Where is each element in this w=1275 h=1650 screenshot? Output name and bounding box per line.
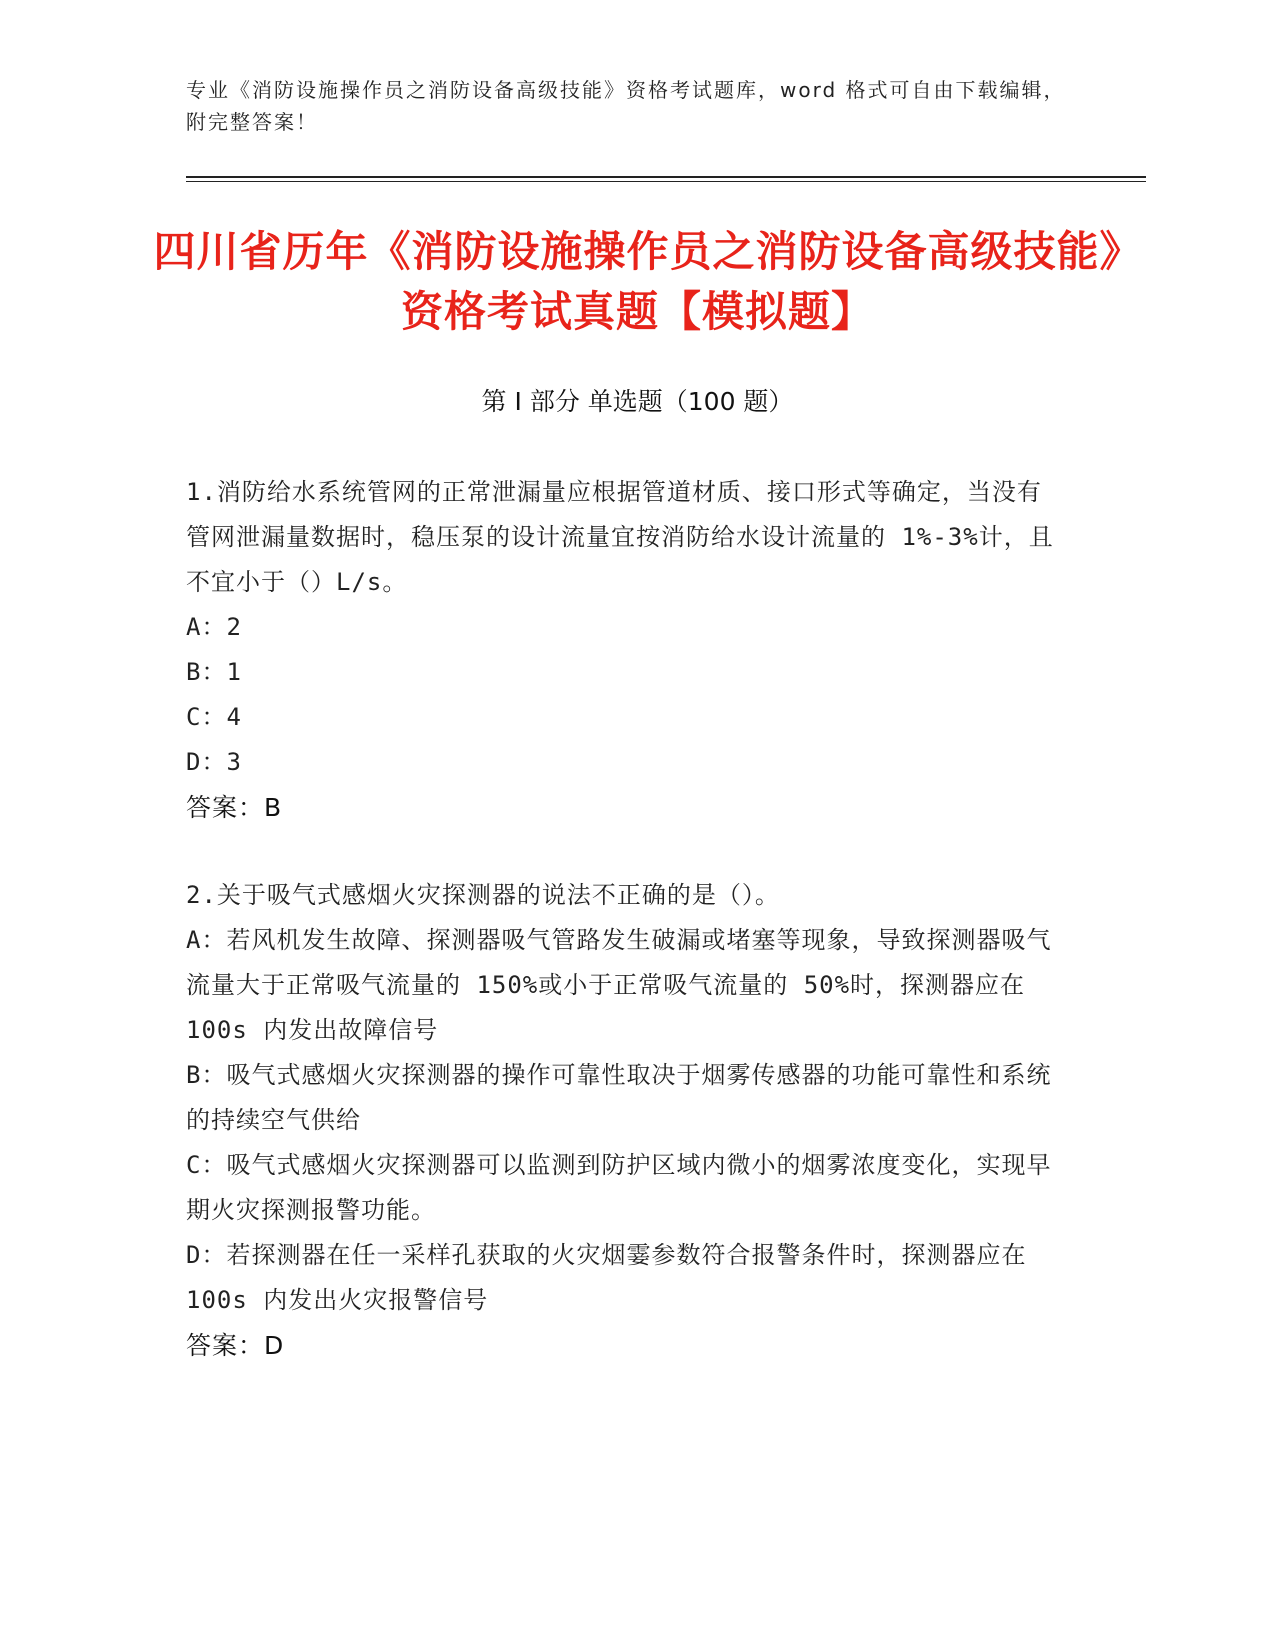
answer: 答案：D bbox=[186, 1331, 285, 1360]
option-a: A：若风机发生故障、探测器吸气管路发生破漏或堵塞等现象，导致探测器吸气流量大于正常吸气流量的 150%或小于正常吸气流量的 50%时，探测器应在 100s 内发出故障信号 bbox=[186, 926, 1052, 1044]
header-divider-thick bbox=[186, 176, 1146, 178]
section-heading: 第 I 部分 单选题（100 题） bbox=[481, 387, 794, 416]
answer: 答案：B bbox=[186, 793, 283, 822]
option-d: D：若探测器在任一采样孔获取的火灾烟霎参数符合报警条件时，探测器应在 100s 内发出火灾报警信号 bbox=[186, 1241, 1027, 1314]
header-divider-thin bbox=[186, 181, 1146, 182]
header-note: 专业《消防设施操作员之消防设备高级技能》资格考试题库，word 格式可自由下载编辑，附完整答案！ bbox=[186, 78, 1066, 134]
option-b: B：吸气式感烟火灾探测器的操作可靠性取决于烟雾传感器的功能可靠性和系统的持续空气供给 bbox=[186, 1061, 1052, 1134]
question-stem: 1.消防给水系统管网的正常泄漏量应根据管道材质、接口形式等确定，当没有管网泄漏量数据时，稳压泵的设计流量宜按消防给水设计流量的 1%-3%计，且不宜小于（）L/s。 bbox=[186, 478, 1054, 596]
question-stem: 2.关于吸气式感烟火灾探测器的说法不正确的是（）。 bbox=[186, 881, 780, 909]
document-title: 四川省历年《消防设施操作员之消防设备高级技能》资格考试真题【模拟题】 bbox=[153, 227, 1122, 336]
option-a: A：2 bbox=[186, 613, 242, 641]
option-c: C：吸气式感烟火灾探测器可以监测到防护区域内微小的烟雾浓度变化，实现早期火灾探测报警功能。 bbox=[186, 1151, 1052, 1224]
option-c: C：4 bbox=[186, 703, 242, 731]
question-1 bbox=[186, 470, 1066, 830]
option-d: D：3 bbox=[186, 748, 242, 776]
option-b: B：1 bbox=[186, 658, 242, 686]
question-2 bbox=[186, 873, 1066, 1368]
